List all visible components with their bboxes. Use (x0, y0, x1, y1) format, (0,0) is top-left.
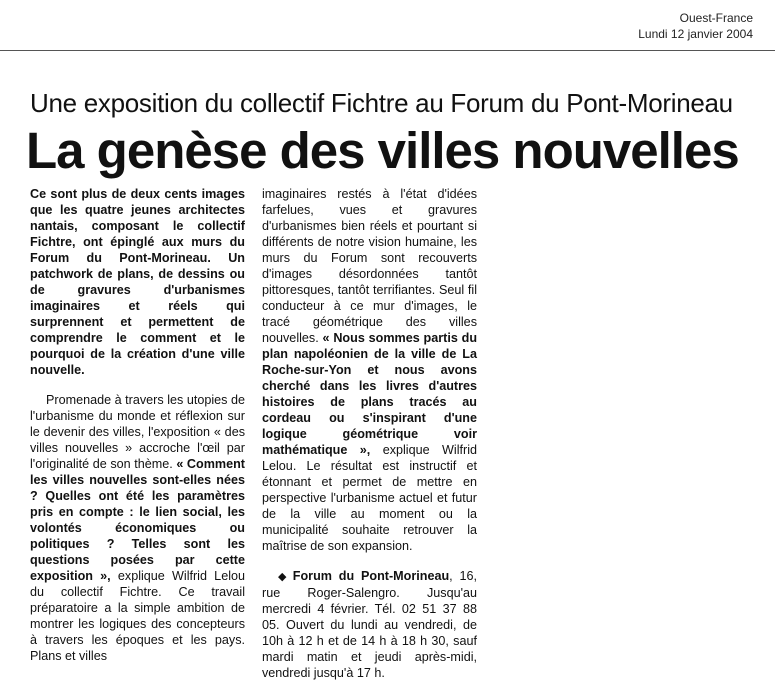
body-paragraph (262, 186, 477, 554)
header-rule (0, 50, 775, 51)
article-lead: Ce sont plus de deux cents images que les quatre jeunes architectes nantais, composant le collectif Fichtre, ont épinglé aux murs du Forum du Pont-Morineau. Un patchwork de plans, de dessins ou de gravures d'urbanismes imaginaires et réels qui surprennent et permettent de comprendre le comment et le pourquoi de la création d'une ville nouvelle. (30, 187, 245, 377)
publication-date: Lundi 12 janvier 2004 (638, 27, 753, 41)
body-text: explique Wilfrid Lelou du collectif Fichtre. Ce travail préparatoire a la simple ambition de montrer les logiques des concepteurs à travers les époques et les pays. Plans et villes (30, 569, 245, 663)
body-text: explique Wilfrid Lelou. Le résultat est instructif et étonnant et permet de mettre en perspective l'urbanisme actuel et futur de la ville au moment ou la municipalité souhaite retrouver la maîtrise de son expansion. (262, 443, 477, 553)
body-paragraph (30, 392, 245, 664)
body-text: imaginaires restés à l'état d'idées farfelues, vues et gravures d'urbanismes bien réels et pourtant si différents de notre vision humaine, les murs du Forum sont recouverts d'images désordonnées tantôt pittoresques, tantôt terrifiantes. Seul fil conducteur à ce mur d'images, le tracé géométrique des villes nouvelles. (262, 187, 477, 345)
venue-name: Forum du Pont-Morineau (292, 569, 450, 583)
masthead (638, 10, 753, 42)
body-text: Promenade à travers les utopies de l'urbanisme du monde et réflexion sur le devenir des villes, l'exposition « des villes nouvelles » accroche l'œil par l'originalité de son thème. (30, 393, 245, 471)
diamond-bullet-icon: ◆ (278, 571, 290, 583)
article-headline: La genèse des villes nouvelles (26, 122, 739, 179)
newspaper-name: Ouest-France (679, 11, 753, 25)
quote: « Nous sommes partis du plan napoléonien de la ville de La Roche-sur-Yon et nous avons cherché dans les livres d'autres histoires de plans tracés au cordeau ou s'inspirant d'une logique géométrique voir mathématique », (262, 331, 478, 457)
venue-details: , 16, rue Roger-Salengro. Jusqu'au mercredi 4 février. Tél. 02 51 37 88 05. Ouvert du lundi au vendredi, de 10h à 12 h et de 14 h à 18 h 30, sauf mardi matin et jeudi après-midi, vendredi jusqu'à 17 h. (262, 569, 477, 680)
article-column-2 (262, 186, 477, 681)
article-column-1 (30, 186, 245, 664)
practical-info (262, 568, 477, 681)
article-kicker: Une exposition du collectif Fichtre au Forum du Pont-Morineau (30, 88, 733, 118)
quote: « Comment les villes nouvelles sont-elles nées ? Quelles ont été les paramètres pris en compte : le lien social, les volontés économiques ou politiques ? Telles sont les questions posées par cette exposition », (30, 457, 246, 583)
